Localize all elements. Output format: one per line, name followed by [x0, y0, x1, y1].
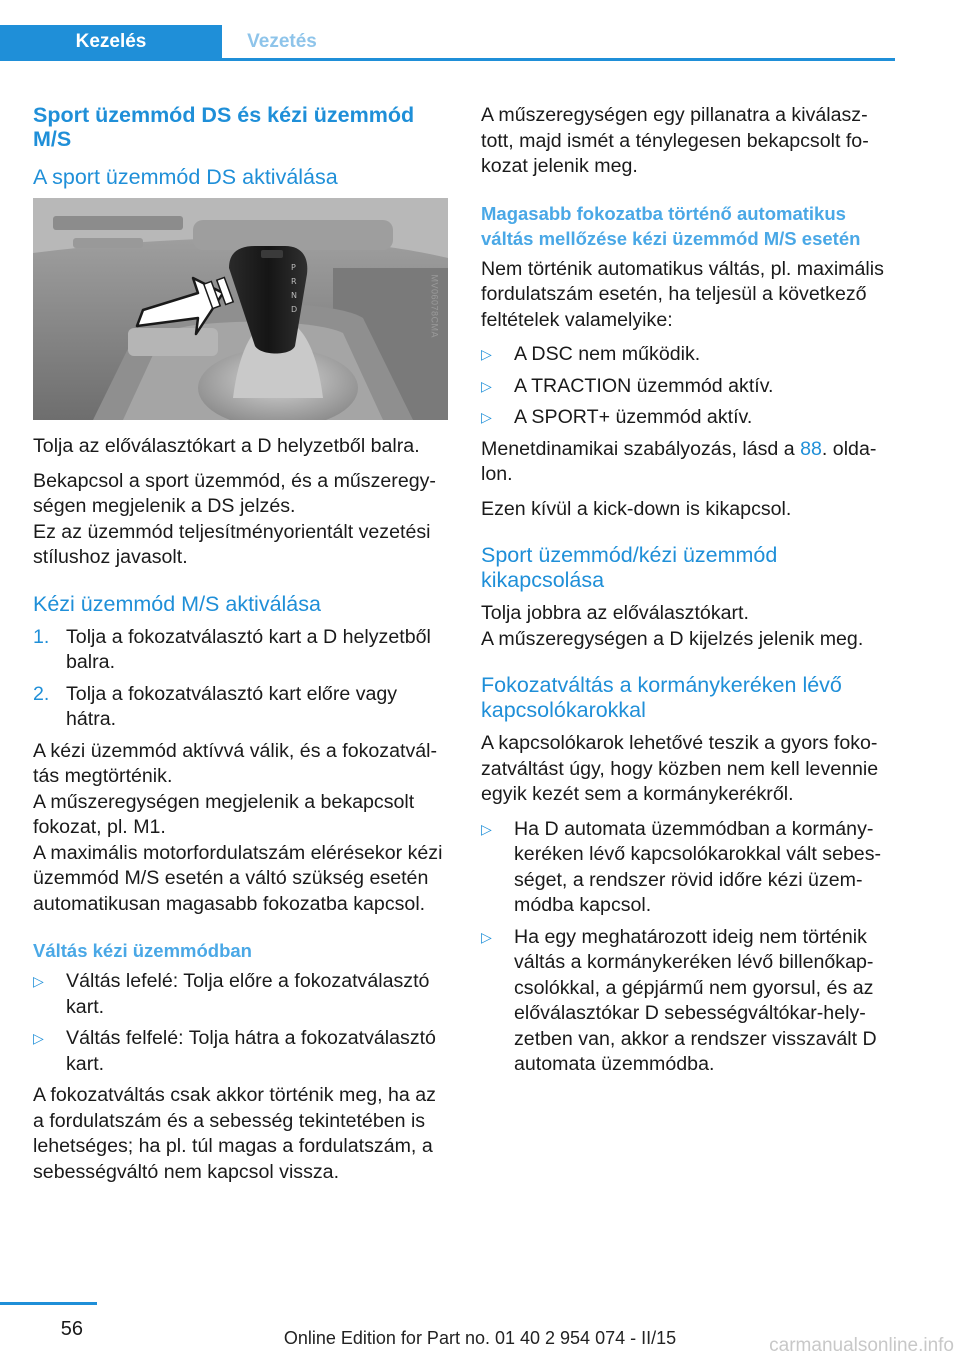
list-item	[33, 625, 451, 676]
list-item: ▷ Váltás lefelé: Tolja előre a fokozatválasztó kart.	[33, 970, 430, 1018]
paragraph: Ez az üzemmód teljesítményorientált vezetési stílushoz javasolt.	[33, 520, 431, 568]
list-item: ▷ Váltás felfelé: Tolja hátra a fokozatválasztó kart.	[33, 1027, 436, 1075]
page-title: Sport üzemmód DS és kézi üzemmód M/S	[33, 103, 415, 151]
paddle-shift-heading: Fokozatváltás a kormánykeréken lévő kapcsolókarokkal	[481, 673, 842, 722]
list-item: ▷ Ha D automata üzemmódban a kormánykeréken lévő kapcsolókarokkal vált sebességet, a rendszer rövid időre kézi üzemmódba kapcsol.	[481, 817, 882, 916]
svg-text:D: D	[291, 305, 298, 314]
footer-divider	[0, 1302, 97, 1305]
triangle-bullet-icon: ▷	[33, 973, 44, 989]
paragraph: A kézi üzemmód aktívvá válik, és a fokozatváltás megtörténik.	[33, 739, 438, 787]
list-item: ▷ A DSC nem működik.	[481, 342, 891, 368]
page-reference-link[interactable]: 88	[800, 437, 822, 460]
edition-text: Online Edition for Part no. 01 40 2 954 074 - II/15	[283, 1328, 677, 1348]
conditions-list	[481, 342, 891, 431]
triangle-bullet-icon: ▷	[481, 346, 492, 362]
paddle-list	[481, 817, 891, 1078]
gear-selector-illustration	[33, 198, 448, 420]
page-number: 56	[60, 1318, 83, 1340]
paragraph: A fokozatváltás csak akkor történik meg, ha az a fordulatszám és a sebesség tekintetében is lehetséges; ha pl. túl magas a fordulatszám, a sebességváltó nem kapcsol vissza.	[33, 1084, 436, 1183]
steps-list	[33, 625, 451, 733]
right-column	[481, 103, 891, 1084]
list-item: ▷ A TRACTION üzemmód aktív.	[481, 374, 891, 400]
triangle-bullet-icon: ▷	[481, 820, 492, 837]
section-tabs	[0, 25, 895, 61]
paragraph: Tolja az előválasztókart a D helyzetből balra.	[33, 435, 420, 457]
deactivate-heading: Sport üzemmód/kézi üzemmód kikapcsolása	[481, 543, 778, 592]
paragraph: Ezen kívül a kick-down is kikapcsol.	[481, 497, 792, 520]
paragraph: A műszeregységen a D kijelzés jelenik meg.	[481, 627, 864, 650]
left-column	[33, 103, 451, 1194]
paragraph: A műszeregységen egy pillanatra a kiválasztott, majd ismét a ténylegesen bekapcsolt fokozat jelenik meg.	[481, 104, 869, 177]
list-item: ▷ A SPORT+ üzemmód aktív.	[481, 405, 891, 431]
list-item	[33, 682, 451, 733]
svg-text:N: N	[291, 291, 297, 300]
list-item: ▷ Ha egy meghatározott ideig nem történik váltás a kormánykeréken lévő billenőkapcsolókkal, a gépjármű nem gyorsul, és az előválasztókar D sebességváltókar-helyzetben van, akkor a rendszer visszavált D automata üzemmódba.	[481, 925, 877, 1075]
figure-code: MV06078CMA	[430, 274, 440, 338]
watermark: carmanualsonline.info	[769, 1335, 954, 1356]
manual-shift-heading: Váltás kézi üzemmódban	[33, 940, 252, 961]
svg-text:R: R	[291, 277, 297, 286]
paragraph: Tolja jobbra az előválasztókart.	[481, 602, 749, 624]
paragraph: Bekapcsol a sport üzemmód, és a műszeregységen megjelenik a DS jelzés.	[33, 469, 436, 517]
tab-kezeles[interactable]: Kezelés	[0, 25, 222, 58]
auto-upshift-heading: Magasabb fokozatba történő automatikus váltás mellőzése kézi üzemmód M/S esetén	[481, 202, 861, 249]
triangle-bullet-icon: ▷	[33, 1030, 44, 1046]
shift-list	[33, 969, 451, 1077]
sport-mode-heading: A sport üzemmód DS aktiválása	[33, 165, 338, 189]
triangle-bullet-icon: ▷	[481, 409, 492, 425]
paragraph: A maximális motorfordulatszám elérésekor kézi üzemmód M/S esetén a váltó szükség esetén automatikusan magasabb fokozatba kapcsol.	[33, 841, 443, 915]
paragraph: Nem történik automatikus váltás, pl. maximális fordulatszám esetén, ha teljesül a következő feltételek valamelyike:	[481, 257, 884, 331]
gear-selector-figure	[33, 198, 448, 420]
step-text: Tolja a fokozatválasztó kart a D helyzetből balra.	[66, 625, 431, 673]
tab-vezetes[interactable]: Vezetés	[247, 31, 317, 52]
manual-mode-heading: Kézi üzemmód M/S aktiválása	[33, 591, 321, 616]
triangle-bullet-icon: ▷	[481, 377, 492, 394]
step-number: 1.	[33, 625, 50, 648]
step-text: Tolja a fokozatválasztó kart előre vagy hátra.	[66, 682, 398, 730]
paragraph: Menetdinamikai szabályozás, lásd a 88. oldalon.	[481, 437, 877, 485]
triangle-bullet-icon: ▷	[481, 928, 492, 945]
step-number: 2.	[33, 682, 50, 705]
svg-text:P: P	[291, 263, 296, 272]
paragraph: A kapcsolókarok lehetővé teszik a gyors fokozatváltást úgy, hogy közben nem kell levennie egyik kezét sem a kormánykerékről.	[481, 732, 879, 805]
paragraph: A műszeregységen megjelenik a bekapcsolt fokozat, pl. M1.	[33, 790, 415, 838]
